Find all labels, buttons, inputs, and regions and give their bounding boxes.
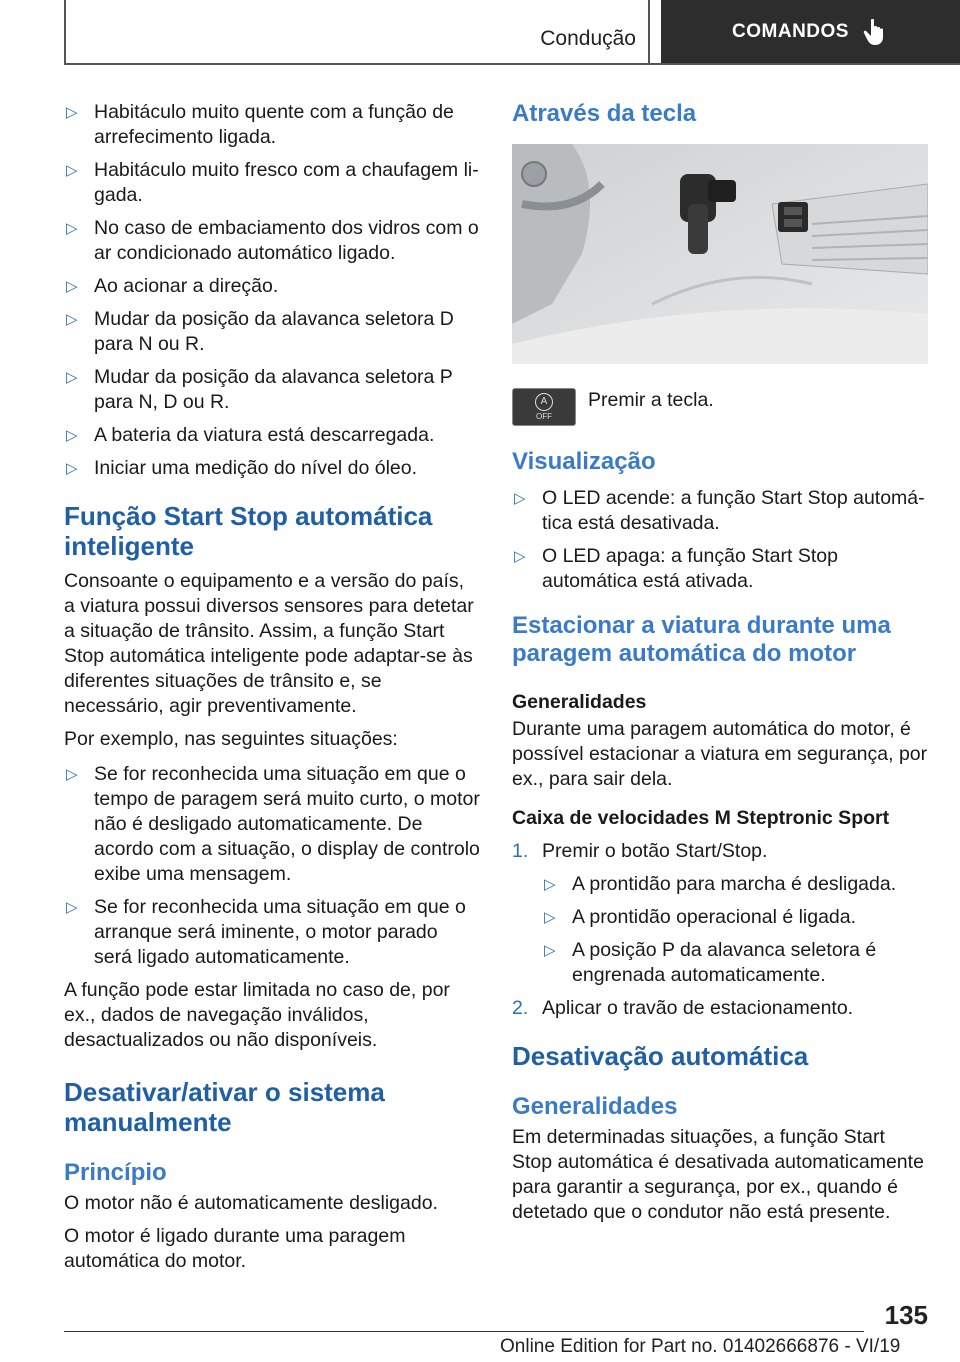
- list-item: ▷ A prontidão para marcha é desligada.: [542, 872, 930, 897]
- hand-pointer-icon: [863, 18, 889, 46]
- heading-display: Visualização: [512, 448, 656, 475]
- list-item: ▷ Habitáculo muito quente com a função de arrefecimento ligada.: [64, 100, 480, 150]
- button-instruction: [512, 388, 930, 426]
- header-chapter: [661, 0, 960, 64]
- heading-gearbox: Caixa de velocidades M Steptronic Sport: [512, 807, 890, 829]
- list-item: ▷ Se for reconhecida uma situação em que o tempo de paragem será muito curto, o motor não é desligado automaticamente. De acordo com a situação, o display de controlo exibe uma mensagem.: [64, 762, 480, 887]
- list-item: ▷ Mudar da posição da alavanca seletora P para N, D ou R.: [64, 365, 480, 415]
- header-section: [66, 0, 650, 63]
- section-title: Condução: [540, 27, 636, 50]
- footer-edition: Online Edition for Part no. 01402666876 - VI/19: [500, 1336, 901, 1357]
- header-bottom-rule: [64, 63, 960, 65]
- left-column: [64, 100, 480, 1274]
- list-item: ▷ A posição P da alavanca seletora é engrenada automaticamente.: [542, 938, 930, 988]
- paragraph-example: Por exemplo, nas seguintes situações:: [64, 728, 398, 750]
- paragraph-principle-2: O motor é ligado durante uma paragem automática do motor.: [64, 1225, 406, 1272]
- step-number: 2.: [512, 997, 529, 1019]
- heading-smart-start-stop: Função Start Stop automática inteligente: [64, 501, 433, 561]
- start-stop-off-button-image: [512, 388, 576, 426]
- dashboard-photo: [512, 144, 928, 364]
- list-item: ▷ Se for reconhecida uma situação em que o arranque será iminente, o motor parado será ligado automaticamente.: [64, 895, 480, 970]
- paragraph-smart: Consoante o equipamento e a versão do país, a viatura possui diversos sensores para detetar a situação de trânsito. Assim, a função Start Stop automática inteligente pode adaptar-se às diferentes situações de trânsito e, se necessário, agir preventivamente.: [64, 570, 474, 717]
- list-item: ▷ Ao acionar a direção.: [64, 274, 480, 299]
- press-button-text: Premir a tecla.: [588, 389, 714, 411]
- list-item: ▷ Habitáculo muito fresco com a chaufagem ligada.: [64, 158, 480, 208]
- condition-list: [64, 100, 480, 481]
- list-item: ▷ O LED apaga: a função Start Stop automática está ativada.: [512, 544, 930, 594]
- auto-start-stop-icon: A: [535, 393, 553, 411]
- step-text: Aplicar o travão de estacionamento.: [542, 997, 854, 1019]
- heading-auto-off: Desativação automática: [512, 1041, 809, 1071]
- heading-via-button: Através da tecla: [512, 100, 697, 127]
- list-item: ▷ A bateria da viatura está descarregada.: [64, 423, 480, 448]
- paragraph-auto-off: Em determinadas situações, a função Start Stop automática é desativada automaticamente para garantir a segurança, por ex., quando é detetado que o condutor não está presente.: [512, 1126, 924, 1223]
- list-item: ▷ No caso de embaciamento dos vidros com o ar condicionado automático ligado.: [64, 216, 480, 266]
- list-item: ▷ A prontidão operacional é ligada.: [542, 905, 930, 930]
- step-text: Premir o botão Start/Stop.: [542, 840, 768, 862]
- smart-situation-list: [64, 762, 480, 970]
- button-off-label: OFF: [536, 412, 552, 421]
- heading-general-2: Generalidades: [512, 1093, 678, 1120]
- paragraph-principle-1: O motor não é automaticamente desligado.: [64, 1192, 438, 1214]
- right-column: [512, 100, 930, 1225]
- heading-park: Estacionar a viatura durante uma paragem automática do motor: [512, 612, 891, 667]
- heading-manual: Desativar/ativar o sistema manualmente: [64, 1077, 385, 1137]
- list-item: ▷ Mudar da posição da alavanca seletora D para N ou R.: [64, 307, 480, 357]
- heading-principle: Princípio: [64, 1159, 167, 1186]
- list-item: [512, 996, 930, 1021]
- step-list: [512, 839, 930, 1021]
- page-number: 135: [884, 1300, 928, 1330]
- list-item: ▷ Iniciar uma medição do nível do óleo.: [64, 456, 480, 481]
- heading-general: Generalidades: [512, 691, 647, 713]
- list-item: ▷ O LED acende: a função Start Stop automática está desativada.: [512, 486, 930, 536]
- paragraph-limited: A função pode estar limitada no caso de, por ex., dados de navegação inválidos, desactualizados ou não disponíveis.: [64, 979, 450, 1051]
- list-item: [512, 839, 930, 988]
- chapter-title: COMANDOS: [732, 21, 849, 42]
- display-list: [512, 486, 930, 594]
- footer-rule: [64, 1331, 864, 1332]
- step-number: 1.: [512, 840, 529, 862]
- sub-list: [542, 872, 930, 988]
- paragraph-general: Durante uma paragem automática do motor, é possível estacionar a viatura em segurança, por ex., para sair dela.: [512, 718, 928, 790]
